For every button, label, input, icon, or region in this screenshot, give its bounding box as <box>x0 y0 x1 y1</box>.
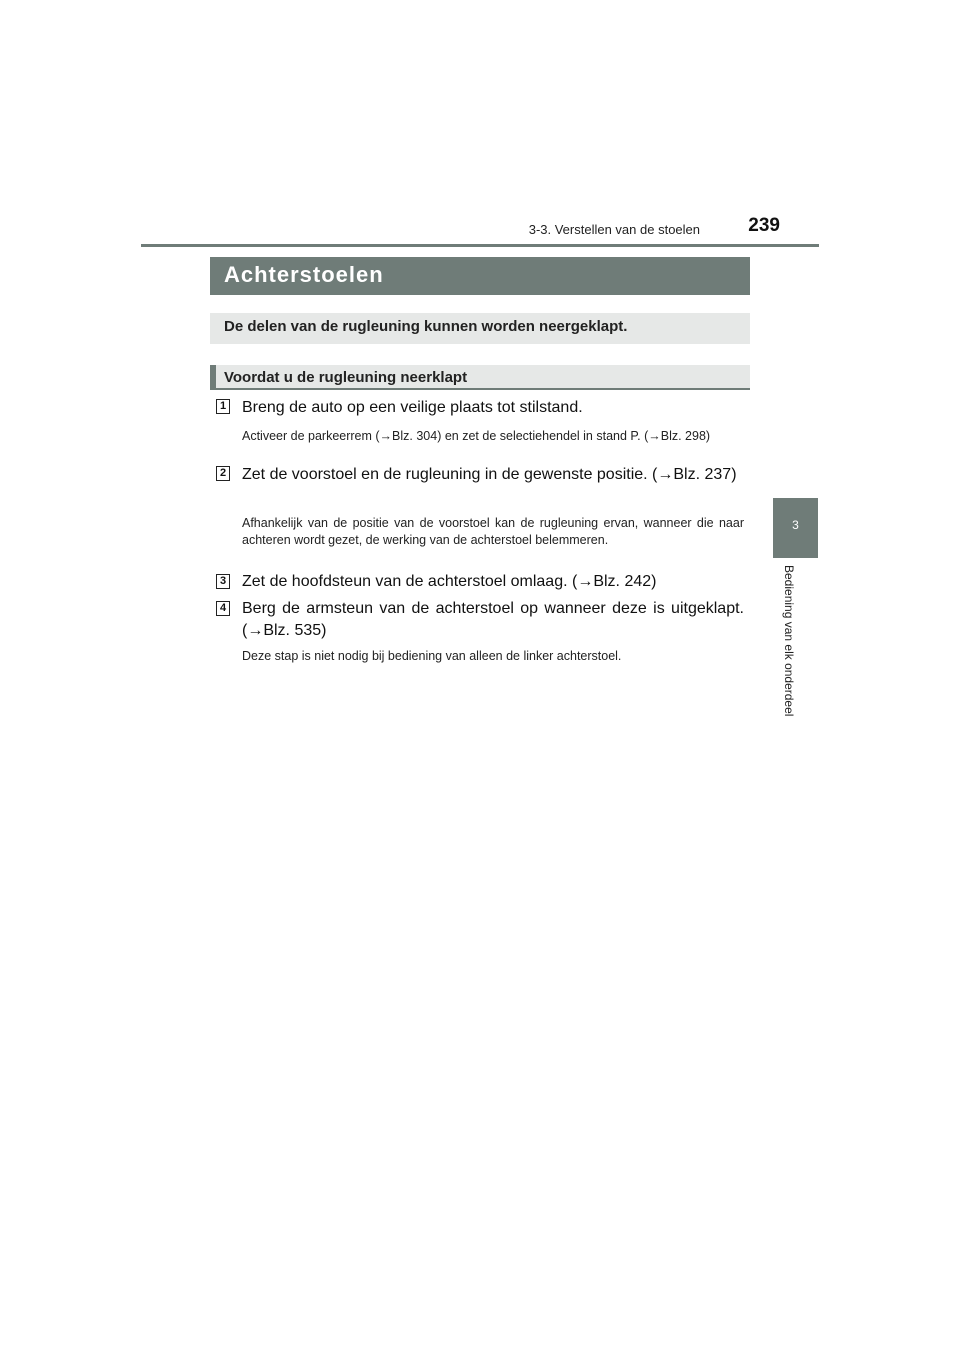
page-number: 239 <box>748 215 780 236</box>
step-text-2: Zet de voorstoel en de rugleuning in de gewenste positie. (→Blz. 237) <box>242 466 737 483</box>
subheading-text: Voordat u de rugleuning neerklapt <box>224 369 468 386</box>
chapter-tab <box>773 498 818 558</box>
step-text-4: Berg de armsteun van de achterstoel op wanneer deze is uitgeklapt. (→Blz. 535) <box>242 600 744 639</box>
section-title-bar <box>210 257 750 295</box>
step-note-4: Deze stap is niet nodig bij bediening van alleen de linker achterstoel. <box>242 649 622 663</box>
step-text-3: Zet de hoofdsteun van de achterstoel omlaag. (→Blz. 242) <box>242 573 657 590</box>
step-text-1: Breng de auto op een veilige plaats tot stilstand. <box>242 399 583 416</box>
step-note-2: Afhankelijk van de positie van de voorstoel kan de rugleuning ervan, wanneer die naar achteren wordt gezet, de werking van de achterstoel belemmeren. <box>242 516 744 547</box>
subheading-accent <box>210 365 216 388</box>
subheading-bar <box>210 365 750 390</box>
running-header-section: 3-3. Verstellen van de stoelen <box>528 222 700 237</box>
step-number-2: 2 <box>216 466 230 481</box>
page-title: Achterstoelen <box>224 262 384 287</box>
step-number-4: 4 <box>216 601 230 616</box>
step-note-1: Activeer de parkeerrem (→Blz. 304) en zet de selectiehendel in stand P. (→Blz. 298) <box>242 429 711 443</box>
header-divider <box>141 244 819 247</box>
chapter-number: 3 <box>792 518 799 532</box>
intro-box <box>210 313 750 344</box>
intro-text: De delen van de rugleuning kunnen worden neergeklapt. <box>224 318 628 335</box>
step-number-3: 3 <box>216 574 230 589</box>
chapter-title: Bediening van elk onderdeel <box>782 565 796 717</box>
step-number-1: 1 <box>216 399 230 414</box>
